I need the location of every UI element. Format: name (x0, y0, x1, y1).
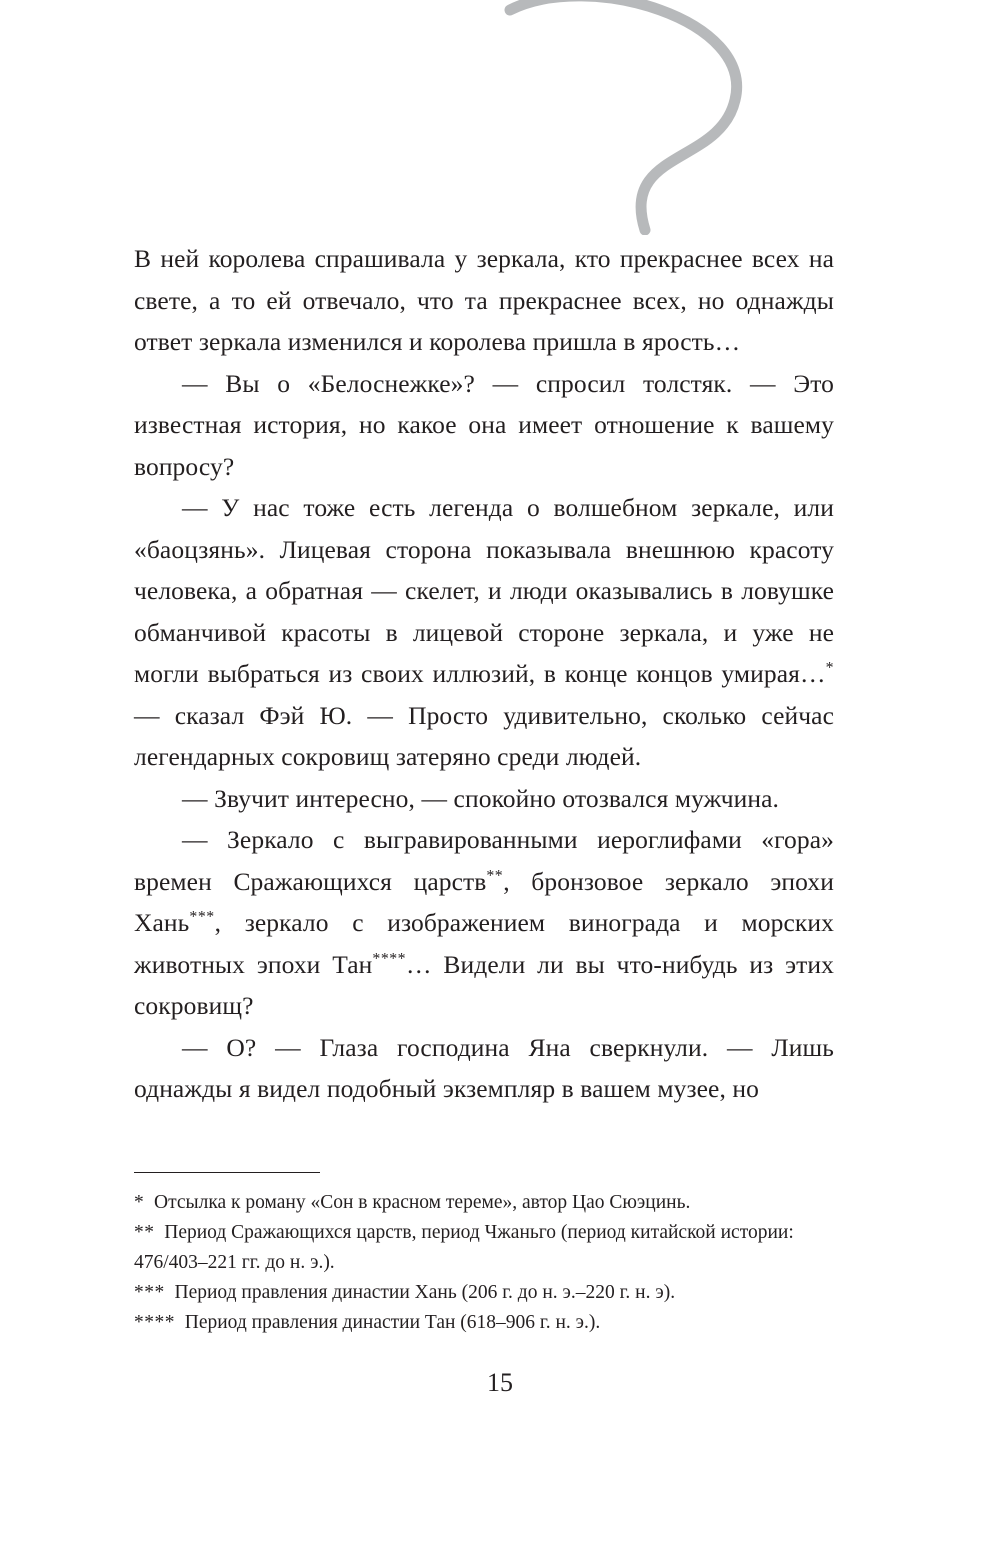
paragraph-3 (134, 487, 834, 778)
body-text (134, 238, 834, 1110)
footnote-ref-4[interactable]: **** (372, 950, 407, 967)
footnote-ref-2[interactable]: ** (486, 867, 504, 884)
footnote-ref-3[interactable]: *** (189, 908, 215, 926)
paragraph-3-text-after: — сказал Фэй Ю. — Просто удивительно, сколько сейчас легендарных сокровищ затеряно среди людей. (134, 700, 834, 771)
footnote-4-marker: **** (134, 1312, 175, 1333)
footnote-3 (134, 1278, 840, 1308)
footnote-separator (134, 1172, 320, 1173)
footnote-2-text: Период Сражающихся царств, период Чжаньго (период китайской истории: 476/403–221 гг. до н. э.). (134, 1222, 794, 1273)
footnote-4-text: Период правления династии Тан (618–906 г. н. э.). (184, 1312, 601, 1333)
footnote-3-text: Период правления династии Хань (206 г. до н. э.–220 г. н. э). (174, 1282, 676, 1303)
swirl-ornament (470, 0, 830, 235)
footnote-1-marker: * (134, 1192, 145, 1213)
footnote-ref-1[interactable]: * (825, 659, 834, 677)
paragraph-5 (134, 819, 834, 1027)
paragraph-5-text-after-3: … Видели ли вы что-нибудь из этих сокровищ? (134, 949, 834, 1020)
paragraph-5-text-after: , бронзовое зеркало эпохи Хань (134, 866, 834, 937)
footnote-1-text: Отсылка к роману «Сон в красном тереме», автор Цао Сюэцинь. (154, 1192, 691, 1213)
paragraph-1: В ней королева спрашивала у зеркала, кто прекраснее всех на свете, а то ей отвечало, что та прекраснее всех, но однажды ответ зеркала изменился и королева пришла в ярость… (134, 244, 834, 356)
footnote-2-marker: ** (134, 1222, 155, 1243)
page-number: 15 (487, 1368, 513, 1397)
paragraph-6: — О? — Глаза господина Яна сверкнули. — Лишь однажды я видел подобный экземпляр в вашем музее, но (134, 1032, 834, 1103)
footnote-1 (134, 1188, 840, 1218)
paragraph-4: — Звучит интересно, — спокойно отозвался мужчина. (182, 783, 780, 813)
footnotes-block (134, 1188, 840, 1338)
paragraph-3-text: — У нас тоже есть легенда о волшебном зеркале, или «баоцзянь». Лицевая сторона показывала внешнюю красоту человека, а обратная — скелет, и люди оказывались в ловушке обманчивой красоты в лицевой стороне зеркала, и уже не могли выбраться из своих иллюзий, в конце концов умирая… (134, 493, 834, 688)
paragraph-5-text: — Зеркало с выгравированными иероглифами «гора» времен Сражающихся царств (134, 825, 834, 896)
footnote-2 (134, 1218, 840, 1278)
paragraph-5-text-after-2: , зеркало с изображением винограда и морских животных эпохи Тан (134, 908, 834, 979)
footnote-3-marker: *** (134, 1282, 165, 1303)
footnote-4 (134, 1308, 840, 1338)
paragraph-2: — Вы о «Белоснежке»? — спросил толстяк. — Это известная история, но какое она имеет отношение к вашему вопросу? (134, 368, 834, 481)
